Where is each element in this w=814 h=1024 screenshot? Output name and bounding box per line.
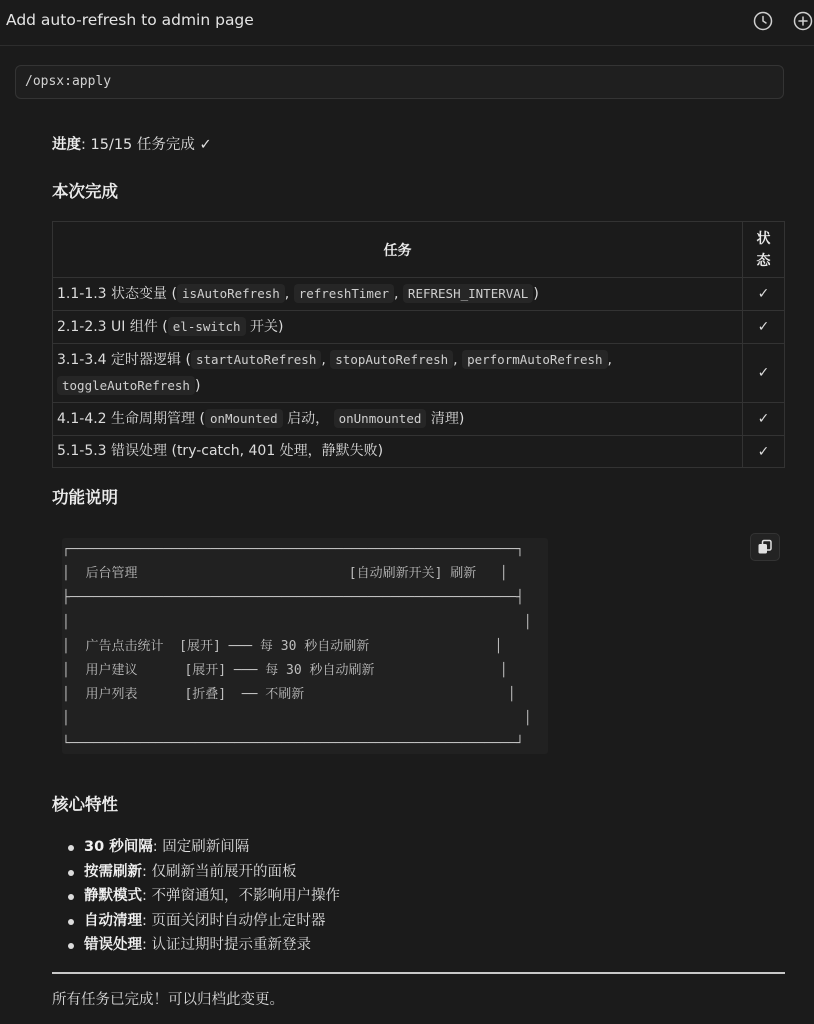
table-row bbox=[53, 311, 785, 344]
task-table bbox=[52, 221, 785, 468]
code-span: refreshTimer bbox=[294, 284, 394, 303]
task-cell: 1.1-1.3 状态变量 ( isAutoRefresh , refreshTimer , REFRESH_INTERVAL ) bbox=[53, 278, 743, 311]
features-heading: 功能说明 bbox=[52, 488, 118, 507]
table-row bbox=[53, 436, 785, 468]
status-check: ✓ bbox=[743, 344, 785, 403]
list-item: 按需刷新: 仅刷新当前展开的面板 bbox=[66, 860, 340, 885]
task-cell: 3.1-3.4 定时器逻辑 ( startAutoRefresh , stopAutoRefresh , performAutoRefresh , toggleAutoRefresh ) bbox=[53, 344, 743, 403]
conversation-title: Add auto-refresh to admin page bbox=[6, 11, 254, 29]
status-check: ✓ bbox=[743, 311, 785, 344]
table-row bbox=[53, 403, 785, 436]
task-cell: 4.1-4.2 生命周期管理 ( onMounted 启动， onUnmounted 清理) bbox=[53, 403, 743, 436]
code-span: REFRESH_INTERVAL bbox=[403, 284, 533, 303]
progress-value: : 15/15 任务完成 ✓ bbox=[81, 137, 212, 153]
command-text: /opsx:apply bbox=[25, 74, 112, 89]
status-check: ✓ bbox=[743, 278, 785, 311]
divider bbox=[52, 972, 785, 974]
status-check: ✓ bbox=[743, 436, 785, 468]
status-check: ✓ bbox=[743, 403, 785, 436]
code-span: startAutoRefresh bbox=[191, 350, 321, 369]
list-item: 30 秒间隔: 固定刷新间隔 bbox=[66, 835, 340, 860]
code-span: toggleAutoRefresh bbox=[57, 376, 195, 395]
code-span: onUnmounted bbox=[334, 409, 427, 428]
feature-list bbox=[66, 835, 340, 958]
list-item: 自动清理: 页面关闭时自动停止定时器 bbox=[66, 909, 340, 934]
progress-label: 进度 bbox=[52, 137, 81, 153]
list-item: 静默模式: 不弹窗通知，不影响用户操作 bbox=[66, 884, 340, 909]
column-header-status: 状 态 bbox=[743, 222, 785, 278]
summary-text: 所有任务已完成！可以归档此变更。 bbox=[52, 992, 284, 1008]
task-cell: 5.1-5.3 错误处理 (try-catch, 401 处理，静默失败) bbox=[53, 436, 743, 468]
add-circle-icon[interactable] bbox=[792, 10, 814, 32]
copy-icon bbox=[757, 539, 773, 555]
code-span: isAutoRefresh bbox=[177, 284, 285, 303]
task-cell: 2.1-2.3 UI 组件 ( el-switch 开关) bbox=[53, 311, 743, 344]
ascii-diagram bbox=[62, 538, 548, 754]
code-span: onMounted bbox=[205, 409, 283, 428]
code-span: el-switch bbox=[168, 317, 246, 336]
diagram-text: ┌─────────────────────────────────────────────────────────┐ │ 后台管理 [自动刷新开关] 刷新 │ ├─────────────────────────────────────────────────────────┤ │ │ │ 广告点击统计 [展开] ─── 每 30 秒自动刷新 │ │ 用户建议 [展开] ─── 每 30 秒自动刷新 │ │ 用户列表 [折叠] ── 不刷新 │ │ │ └─────────────────────────────────────────────────────────┘ bbox=[62, 542, 532, 751]
column-header-task: 任务 bbox=[53, 222, 743, 278]
code-span: stopAutoRefresh bbox=[330, 350, 453, 369]
table-row bbox=[53, 278, 785, 311]
history-icon[interactable] bbox=[752, 10, 774, 32]
core-heading: 核心特性 bbox=[52, 795, 118, 814]
list-item: 错误处理: 认证过期时提示重新登录 bbox=[66, 933, 340, 958]
table-row bbox=[53, 344, 785, 403]
progress-line bbox=[52, 133, 212, 154]
code-span: performAutoRefresh bbox=[462, 350, 607, 369]
command-block bbox=[15, 65, 784, 99]
chat-header bbox=[0, 0, 814, 46]
completed-heading: 本次完成 bbox=[52, 182, 118, 201]
copy-button[interactable] bbox=[750, 533, 780, 561]
